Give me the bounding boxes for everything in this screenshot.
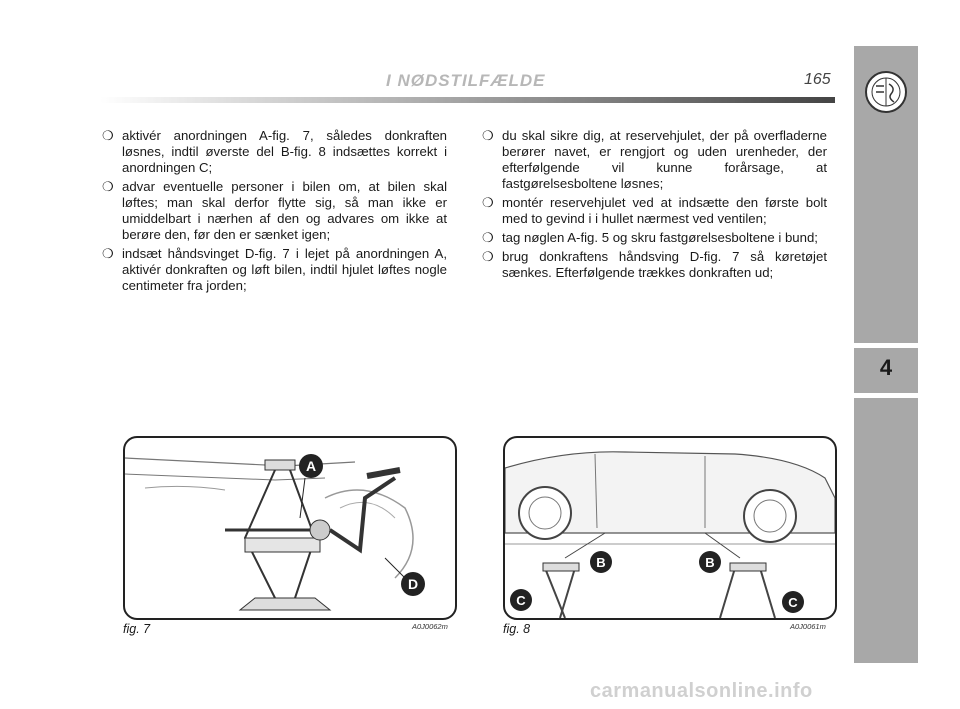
bullet-icon: ❍ — [482, 249, 494, 264]
callout-c-left: C — [516, 593, 526, 608]
bullet-icon: ❍ — [102, 246, 114, 261]
list-item-text: aktivér anordningen A-fig. 7, således donkraften løsnes, indtil øverste del B-fig. 8 indsættes korrekt i anordningen C; — [122, 128, 447, 175]
car-drawing — [505, 438, 835, 618]
list-item — [482, 230, 827, 246]
list-item-text: advar eventuelle personer i bilen om, at bilen skal løftes; man skal derfor flytte sig, så man ikke er umiddelbart i nærhen af den og advares om ikke at berøre den, før den er sænket igen; — [122, 179, 447, 242]
list-item-text: du skal sikre dig, at reservehjulet, der på overfladerne berører navet, er rengjort og uden urenheder, der efterfølgende vil kunne forårsage, at fastgørelsesboltene løsnes; — [502, 128, 827, 191]
figure-8-code: A0J0061m — [790, 622, 826, 631]
bullet-icon: ❍ — [482, 230, 494, 245]
callout-b-left: B — [596, 555, 606, 570]
figure-7-jack-illustration — [123, 436, 457, 620]
figure-8-label: fig. 8 — [503, 622, 531, 636]
list-item — [102, 179, 447, 243]
figure-7-label: fig. 7 — [123, 622, 151, 636]
figure-7-code: A0J0062m — [412, 622, 448, 631]
callout-b-right: B — [705, 555, 715, 570]
list-item — [482, 249, 827, 281]
sidebar-tab-bottom — [854, 398, 918, 663]
bullet-icon: ❍ — [482, 195, 494, 210]
right-column — [482, 128, 827, 284]
list-item-text: indsæt håndsvinget D-fig. 7 i lejet på anordningen A, aktivér donkraften og løft bilen, indtil hjulet løftes nogle centimeter fra jorden; — [122, 246, 447, 293]
list-item-text: montér reservehjulet ved at indsætte den første bolt med to gevind i i hullet nærmest ved ventilen; — [502, 195, 827, 226]
figure-8-jacking-points-illustration — [503, 436, 837, 620]
jack-drawing — [125, 438, 455, 618]
list-item — [102, 246, 447, 294]
list-item — [482, 195, 827, 227]
page-title: I NØDSTILFÆLDE — [386, 71, 546, 90]
list-item-text: tag nøglen A-fig. 5 og skru fastgørelsesboltene i bund; — [502, 230, 818, 245]
watermark: carmanualsonline.info — [590, 680, 813, 702]
page-number: 165 — [804, 71, 831, 88]
callout-d: D — [407, 576, 419, 592]
header-rule — [100, 97, 835, 103]
list-item — [102, 128, 447, 176]
callout-a: A — [305, 458, 317, 474]
brand-logo-icon — [864, 70, 908, 119]
chapter-number: 4 — [879, 355, 893, 380]
bullet-icon: ❍ — [102, 128, 114, 143]
bullet-icon: ❍ — [102, 179, 114, 194]
list-item — [482, 128, 827, 192]
list-item-text: brug donkraftens håndsving D-fig. 7 så køretøjet sænkes. Efterfølgende trækkes donkraften ud; — [502, 249, 827, 280]
left-column — [102, 128, 447, 297]
callout-c-right: C — [788, 595, 798, 610]
bullet-icon: ❍ — [482, 128, 494, 143]
